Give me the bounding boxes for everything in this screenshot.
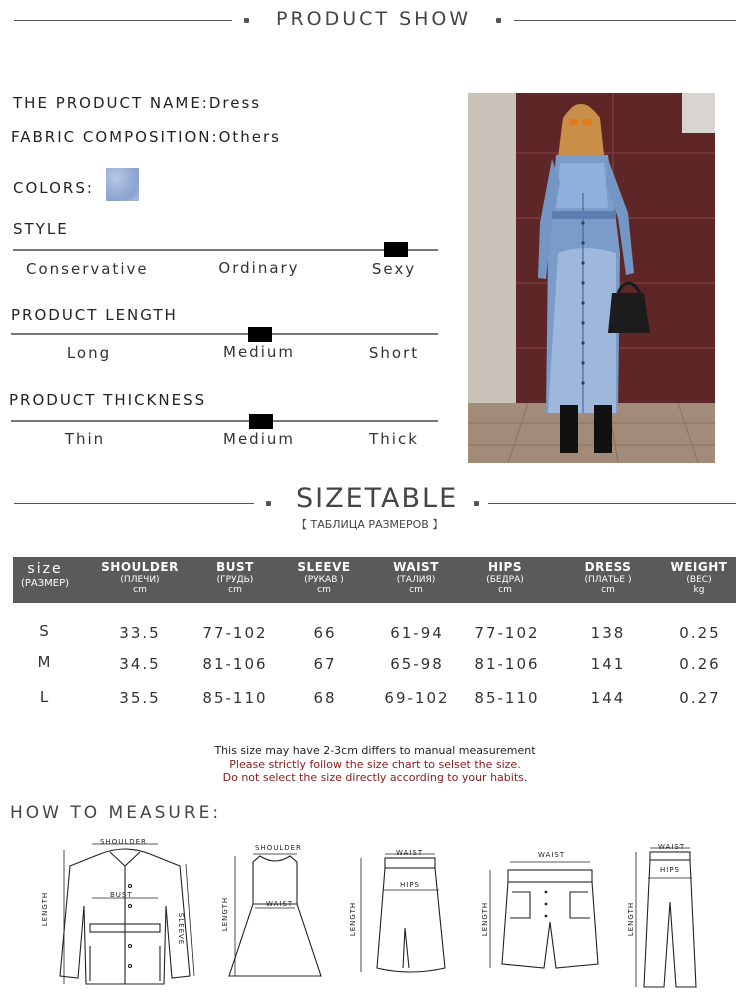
header-dot bbox=[244, 18, 249, 23]
cell-dress: 144 bbox=[590, 689, 626, 707]
col-header-hips: HIPS (БЕДРА) cm bbox=[486, 560, 524, 595]
cell-bust: 77-102 bbox=[202, 624, 268, 642]
model-photo-illustration bbox=[468, 93, 715, 463]
cell-waist: 69-102 bbox=[384, 689, 450, 707]
how-to-measure-title: HOW TO MEASURE: bbox=[10, 803, 222, 823]
cell-dress: 138 bbox=[590, 624, 626, 642]
style-marker bbox=[384, 242, 408, 257]
shorts-waist-label: WAIST bbox=[538, 851, 566, 859]
cell-sleeve: 67 bbox=[313, 655, 337, 673]
col-header-size: size (РАЗМЕР) bbox=[20, 561, 70, 589]
length-label-long: Long bbox=[66, 344, 112, 362]
col-header-sleeve: SLEEVE (РУКАВ ) cm bbox=[297, 560, 351, 595]
col-header-bust: BUST (ГРУДЬ) cm bbox=[216, 560, 254, 595]
thickness-label-thin: Thin bbox=[64, 430, 106, 448]
cell-hips: 85-110 bbox=[474, 689, 540, 707]
cell-hips: 81-106 bbox=[474, 655, 540, 673]
cell-weight: 0.25 bbox=[679, 624, 721, 642]
dress-length-label: LENGTH bbox=[221, 896, 230, 932]
thickness-label-thick: Thick bbox=[369, 430, 419, 448]
thickness-label-medium: Medium bbox=[223, 430, 295, 448]
size-warning-2: Do not select the size directly according to your habits. bbox=[222, 771, 528, 784]
sizetable-subtitle: 【 ТАБЛИЦА РАЗМЕРОВ 】 bbox=[296, 518, 444, 531]
length-label-medium: Medium bbox=[223, 343, 295, 361]
colors-label: COLORS: bbox=[13, 179, 94, 197]
shorts-diagram bbox=[480, 852, 620, 977]
cell-shoulder: 34.5 bbox=[119, 655, 161, 673]
sizetable-dot bbox=[266, 501, 271, 506]
pants-diagram bbox=[630, 842, 710, 992]
style-scale-line bbox=[13, 249, 438, 251]
fabric-composition: FABRIC COMPOSITION:Others bbox=[11, 128, 281, 146]
col-header-dress: DRESS (ПЛАТЬЕ ) cm bbox=[584, 560, 632, 595]
cell-shoulder: 33.5 bbox=[119, 624, 161, 642]
cell-size: L bbox=[39, 688, 51, 706]
cell-size: M bbox=[37, 653, 53, 671]
jacket-bust-label: BUST bbox=[110, 891, 133, 899]
product-name: THE PRODUCT NAME:Dress bbox=[13, 94, 262, 112]
sizetable-dot bbox=[474, 501, 479, 506]
header-right-line bbox=[514, 20, 736, 21]
cell-hips: 77-102 bbox=[474, 624, 540, 642]
dress-waist-label: WAIST bbox=[266, 900, 294, 908]
thickness-marker bbox=[249, 414, 273, 429]
cell-weight: 0.27 bbox=[679, 689, 721, 707]
header-left-line bbox=[14, 20, 232, 21]
cell-size: S bbox=[39, 622, 51, 640]
skirt-diagram bbox=[355, 848, 455, 983]
product-show-title: PRODUCT SHOW bbox=[276, 8, 472, 30]
jacket-length-label: LENGTH bbox=[41, 891, 50, 927]
cell-sleeve: 66 bbox=[313, 624, 337, 642]
color-swatch-denim[interactable] bbox=[106, 168, 139, 201]
product-photo bbox=[468, 93, 715, 463]
cell-sleeve: 68 bbox=[313, 689, 337, 707]
length-label-short: Short bbox=[368, 344, 420, 362]
cell-bust: 85-110 bbox=[202, 689, 268, 707]
style-title: STYLE bbox=[13, 220, 69, 238]
col-header-waist: WAIST (ТАЛИЯ) cm bbox=[393, 560, 439, 595]
skirt-length-label: LENGTH bbox=[349, 901, 358, 937]
jacket-sleeve-label: SLEEVE bbox=[177, 912, 186, 946]
length-title: PRODUCT LENGTH bbox=[11, 306, 178, 324]
cell-waist: 61-94 bbox=[390, 624, 444, 642]
skirt-hips-label: HIPS bbox=[400, 881, 420, 889]
length-marker bbox=[248, 327, 272, 342]
pants-length-label: LENGTH bbox=[627, 901, 636, 937]
dress-shoulder-label: SHOULDER bbox=[255, 844, 302, 852]
sizetable-left-line bbox=[14, 503, 254, 504]
dress-diagram bbox=[225, 848, 325, 983]
shorts-length-label: LENGTH bbox=[481, 901, 490, 937]
style-label-ordinary: Ordinary bbox=[218, 259, 300, 277]
size-warning-1: Please strictly follow the size chart to selset the size. bbox=[229, 758, 521, 771]
sizetable-right-line bbox=[488, 503, 736, 504]
cell-bust: 81-106 bbox=[202, 655, 268, 673]
cell-waist: 65-98 bbox=[390, 655, 444, 673]
header-dot bbox=[496, 18, 501, 23]
style-label-sexy: Sexy bbox=[371, 260, 417, 278]
skirt-waist-label: WAIST bbox=[396, 849, 424, 857]
jacket-shoulder-label: SHOULDER bbox=[100, 838, 147, 846]
cell-shoulder: 35.5 bbox=[119, 689, 161, 707]
cell-weight: 0.26 bbox=[679, 655, 721, 673]
cell-dress: 141 bbox=[590, 655, 626, 673]
pants-waist-label: WAIST bbox=[658, 843, 686, 851]
pants-hips-label: HIPS bbox=[660, 866, 680, 874]
length-scale-line bbox=[11, 333, 438, 335]
style-label-conservative: Conservative bbox=[26, 260, 149, 278]
col-header-shoulder: SHOULDER (ПЛЕЧИ) cm bbox=[101, 560, 179, 595]
measurement-note: This size may have 2-3cm differs to manual measurement bbox=[214, 744, 536, 757]
sizetable-title: SIZETABLE bbox=[296, 483, 459, 514]
col-header-weight: WEIGHT (ВЕС) kg bbox=[670, 560, 728, 595]
thickness-scale-line bbox=[11, 420, 438, 422]
thickness-title: PRODUCT THICKNESS bbox=[9, 391, 207, 409]
